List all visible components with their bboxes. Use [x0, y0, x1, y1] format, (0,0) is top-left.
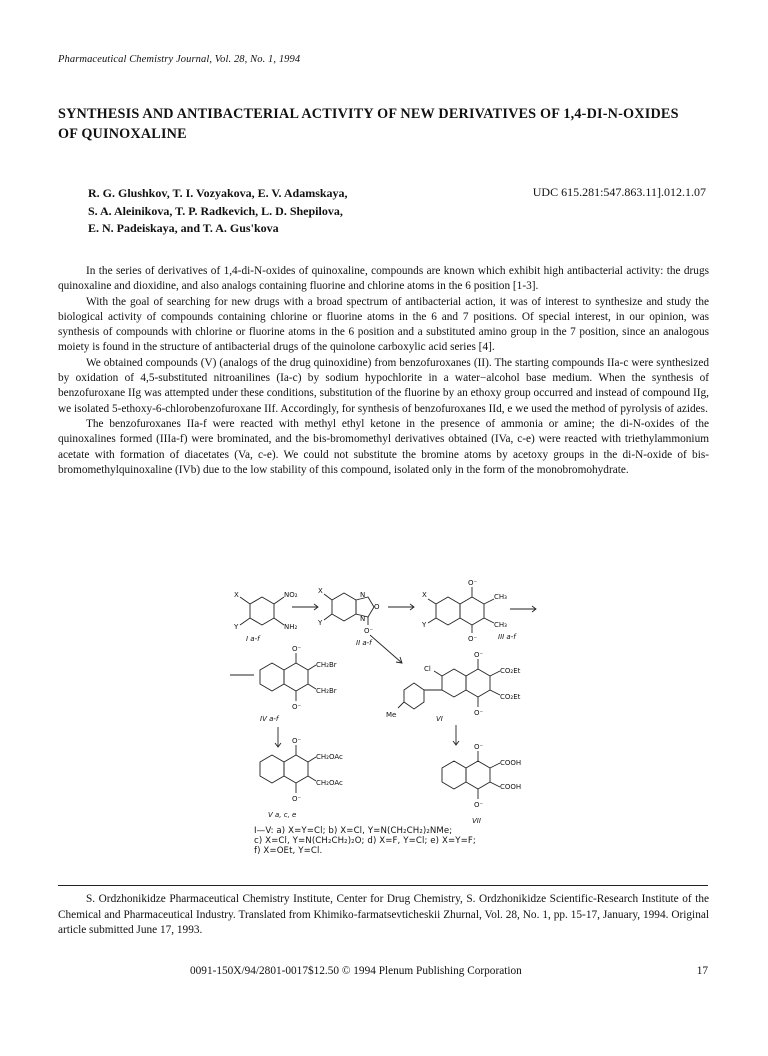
- compound-label: VI: [436, 715, 443, 723]
- atom-label: NH₂: [284, 623, 298, 631]
- legend-line: I—V: a) X=Y=Cl; b) X=Cl, Y=N(CH₂CH₂)₂NMe;: [254, 826, 453, 836]
- author-list: [88, 185, 348, 238]
- atom-label: O⁻: [364, 627, 374, 635]
- atom-label: O⁻: [292, 737, 302, 745]
- atom-label: N: [360, 591, 366, 599]
- compound-label: VII: [472, 817, 481, 825]
- atom-label: CH₂Br: [316, 661, 337, 669]
- udc-code: UDC 615.281:547.863.11].012.1.07: [532, 185, 706, 199]
- atom-label: O⁻: [292, 703, 302, 711]
- article-title: SYNTHESIS AND ANTIBACTERIAL ACTIVITY OF NEW DERIVATIVES OF 1,4-DI-N-OXIDES OF QUINOXALINE: [58, 106, 679, 142]
- paragraph: The benzofuroxanes IIa-f were reacted with methyl ethyl ketone in the presence of ammonia or amine; the di-N-oxides of the quinoxalines formed (IIIa-f) were brominated, and the bis-bromomethyl derivatives obtained (IVa, c-e) were reacted with triethylammonium acetate with formation of diacetates (Va, c-e). We could not substitute the bromine atoms by acetoxy groups in the di-N-oxide of bis-bromomethylquinoxaline (IVb) due to the low stability of this compound, isolated only in the form of the monobromohydrate.: [58, 417, 709, 476]
- reaction-arrow: [370, 635, 402, 663]
- affiliation-text: S. Ordzhonikidze Pharmaceutical Chemistry Institute, Center for Drug Chemistry, S. Ordzhonikidze Scientific-Research Institute of the Chemical and Pharmaceutical Industry. Translated from Khimiko-farmatsevticheskii Zhurnal, Vol. 28, No. 1, pp. 15-17, January, 1994. Original article submitted June 17, 1993.: [58, 893, 709, 936]
- legend-line: c) X=Cl, Y=N(CH₂CH₂)₂O; d) X=F, Y=Cl; e) X=Y=F;: [254, 836, 476, 846]
- reaction-scheme: [210, 575, 550, 845]
- atom-label: O⁻: [292, 795, 302, 803]
- page-number: 17: [696, 965, 708, 977]
- atom-label: Y: [422, 621, 427, 629]
- benzene-ring: [442, 761, 466, 789]
- paragraph: With the goal of searching for new drugs with a broad spectrum of antibacterial action, it was of interest to synthesize and study the biological activity of compounds containing chlorine or fluorine atoms in the 6 and 7 positions. Of special interest, in our opinion, was synthesis of compounds with chlorine or fluorine atoms in the 6 position and a substituted amino group in the 7 position, since an analogous moiety is found in the structure of antibacterial drugs of the quinolone carboxylic acid series [4].: [58, 295, 709, 354]
- paragraph: In the series of derivatives of 1,4-di-N-oxides of quinoxaline, compounds are known which exhibit high antibacterial activity: the drugs quinoxaline and dioxidine, and also analogs containing fluorine and chlorine atoms in the 6 position [1-3].: [58, 265, 709, 293]
- atom-label: O⁻: [468, 635, 478, 643]
- compound-label: I a-f: [246, 635, 260, 643]
- furoxan-ring: [356, 597, 374, 617]
- atom-label: Cl: [424, 665, 431, 673]
- atom-label: X: [318, 587, 323, 595]
- piperazine-ring: [404, 683, 424, 709]
- atom-label: CO₂Et: [500, 667, 521, 675]
- atom-label: O⁻: [468, 579, 478, 587]
- pyrazine-ring: [284, 663, 308, 691]
- atom-label: Me: [386, 711, 397, 719]
- compound-label: III a-f: [498, 633, 516, 641]
- atom-label: COOH: [500, 759, 522, 767]
- benzene-ring: [436, 597, 460, 625]
- atom-label: O⁻: [474, 801, 484, 809]
- compound-label: IV a-f: [260, 715, 279, 723]
- atom-label: NO₂: [284, 591, 298, 599]
- atom-label: O⁻: [474, 709, 484, 717]
- atom-label: CH₃: [494, 593, 507, 601]
- author-line: R. G. Glushkov, T. I. Vozyakova, E. V. Adamskaya,: [88, 186, 348, 200]
- journal-citation: Pharmaceutical Chemistry Journal, Vol. 28, No. 1, 1994: [58, 54, 301, 65]
- atom-label: X: [422, 591, 427, 599]
- pyrazine-ring: [466, 669, 490, 697]
- benzene-ring: [332, 593, 356, 621]
- atom-label: Y: [234, 623, 239, 631]
- atom-label: CH₂Br: [316, 687, 337, 695]
- compound-label: II a-f: [356, 639, 372, 647]
- atom-label: O⁻: [292, 645, 302, 653]
- atom-label: N: [360, 615, 366, 623]
- atom-label: CH₂OAc: [316, 753, 343, 761]
- atom-label: O⁻: [474, 651, 484, 659]
- pyrazine-ring: [284, 755, 308, 783]
- atom-label: O⁻: [474, 743, 484, 751]
- copyright-code: 0091-150X/94/2801-0017$12.50 © 1994 Plenum Publishing Corporation: [190, 965, 522, 977]
- benzene-ring: [442, 669, 466, 697]
- scheme-legend: [254, 826, 476, 856]
- benzene-ring: [260, 755, 284, 783]
- atom-label: CH₃: [494, 621, 507, 629]
- footnote-divider: [58, 885, 708, 886]
- atom-label: CH₂OAc: [316, 779, 343, 787]
- atom-label: Y: [318, 619, 323, 627]
- atom-label: COOH: [500, 783, 522, 791]
- benzene-ring: [250, 597, 274, 625]
- atom-label: CO₂Et: [500, 693, 521, 701]
- author-line: E. N. Padeiskaya, and T. A. Gus'kova: [88, 221, 279, 235]
- affiliation-note: [58, 892, 709, 939]
- paragraph: We obtained compounds (V) (analogs of the drug quinoxidine) from benzofuroxanes (II). The starting compounds IIa-c were synthesized by oxidation of 4,5-substituted nitroanilines (Ia-c) by sodium hypochlorite in a water−alcohol base medium. When the synthesis of benzofuroxane IIg was attempted under these conditions, substitution of the fluorine by an ethoxy group occurred and instead of compound IIg, we isolated 5-ethoxy-6-chlorobenzofuroxane IIf. Accordingly, for synthesis of benzofuroxanes IId, e we used the method of pyrolysis of azides.: [58, 356, 709, 415]
- article-body: [58, 264, 709, 478]
- pyrazine-ring: [466, 761, 490, 789]
- atom-label: O: [374, 603, 380, 611]
- author-line: S. A. Aleinikova, T. P. Radkevich, L. D. Shepilova,: [88, 203, 343, 218]
- benzene-ring: [260, 663, 284, 691]
- compound-label: V a, c, e: [268, 811, 297, 819]
- pyrazine-ring: [460, 597, 484, 625]
- legend-line: f) X=OEt, Y=Cl.: [254, 846, 323, 856]
- atom-label: X: [234, 591, 239, 599]
